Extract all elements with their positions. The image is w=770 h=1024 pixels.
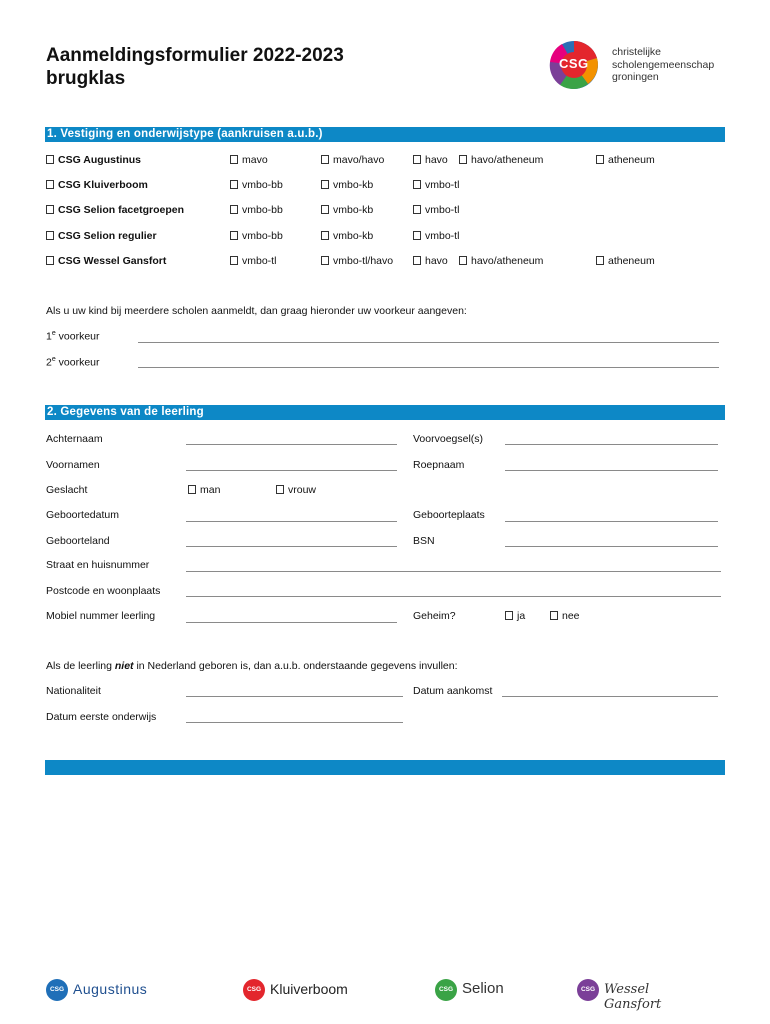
school-selion-regulier[interactable]: CSG Selion regulier: [46, 230, 157, 242]
csg-logo-badge: CSG: [559, 56, 589, 71]
section3-bar: [45, 760, 725, 775]
mobiel-label: Mobiel nummer leerling: [46, 610, 156, 622]
voornamen-label: Voornamen: [46, 459, 100, 471]
checkbox-icon[interactable]: [413, 205, 421, 214]
csg-logo-text: [612, 46, 714, 84]
checkbox-icon[interactable]: [413, 180, 421, 189]
checkbox-icon[interactable]: [46, 205, 54, 214]
checkbox-icon[interactable]: [321, 155, 329, 164]
checkbox-icon[interactable]: [230, 231, 238, 240]
geheim-ja[interactable]: ja: [505, 610, 525, 622]
option-checkbox[interactable]: vmbo-tl/havo: [321, 255, 393, 267]
section2-heading: 2. Gegevens van de leerling: [45, 405, 725, 420]
nationaliteit-field[interactable]: [186, 696, 403, 697]
checkbox-icon[interactable]: [413, 155, 421, 164]
geslacht-man[interactable]: man: [188, 484, 220, 496]
option-checkbox[interactable]: vmbo-tl: [413, 204, 459, 216]
abroad-note: Als de leerling niet in Nederland geboren is, dan a.u.b. onderstaande gegevens invullen:: [46, 660, 458, 672]
title-line1: Aanmeldingsformulier 2022-2023: [46, 45, 344, 66]
option-checkbox[interactable]: vmbo-kb: [321, 204, 373, 216]
checkbox-icon[interactable]: [321, 256, 329, 265]
straat-field[interactable]: [186, 571, 721, 572]
geboortedatum-label: Geboortedatum: [46, 509, 119, 521]
postcode-label: Postcode en woonplaats: [46, 585, 161, 597]
checkbox-icon[interactable]: [46, 256, 54, 265]
geheim-nee[interactable]: nee: [550, 610, 580, 622]
option-checkbox[interactable]: havo: [413, 255, 448, 267]
option-checkbox[interactable]: vmbo-bb: [230, 204, 283, 216]
option-checkbox[interactable]: mavo: [230, 154, 268, 166]
footer-wessel-text: Wessel Gansfort: [604, 982, 662, 1012]
checkbox-icon[interactable]: [46, 155, 54, 164]
mobiel-field[interactable]: [186, 622, 397, 623]
section1-heading: 1. Vestiging en onderwijstype (aankruisen a.u.b.): [45, 127, 725, 142]
datum-aankomst-label: Datum aankomst: [413, 685, 493, 697]
voorvoegsel-label: Voorvoegsel(s): [413, 433, 484, 445]
title-line2: brugklas: [46, 68, 126, 89]
checkbox-icon[interactable]: [188, 485, 196, 494]
csg-badge-icon: CSG: [577, 979, 599, 1001]
checkbox-icon[interactable]: [596, 256, 604, 265]
option-checkbox[interactable]: vmbo-tl: [413, 230, 459, 242]
roepnaam-field[interactable]: [505, 470, 718, 471]
school-selion-facet[interactable]: CSG Selion facetgroepen: [46, 204, 184, 216]
option-checkbox[interactable]: vmbo-bb: [230, 179, 283, 191]
datum-onderwijs-field[interactable]: [186, 722, 403, 723]
checkbox-icon[interactable]: [46, 231, 54, 240]
checkbox-icon[interactable]: [321, 205, 329, 214]
pref1-field[interactable]: [138, 342, 719, 343]
csg-badge-icon: CSG: [435, 979, 457, 1001]
geslacht-label: Geslacht: [46, 484, 88, 496]
option-checkbox[interactable]: havo: [413, 154, 448, 166]
bsn-label: BSN: [413, 535, 435, 547]
csg-badge-icon: CSG: [46, 979, 68, 1001]
checkbox-icon[interactable]: [230, 155, 238, 164]
preference-note: Als u uw kind bij meerdere scholen aanmeldt, dan graag hieronder uw voorkeur aangeven:: [46, 305, 467, 317]
datum-onderwijs-label: Datum eerste onderwijs: [46, 711, 157, 723]
checkbox-icon[interactable]: [459, 256, 467, 265]
pref2-label: 2e voorkeur: [46, 356, 100, 369]
achternaam-field[interactable]: [186, 444, 397, 445]
voorvoegsel-field[interactable]: [505, 444, 718, 445]
geboorteland-field[interactable]: [186, 546, 397, 547]
csg-badge-icon: CSG: [243, 979, 265, 1001]
checkbox-icon[interactable]: [413, 231, 421, 240]
roepnaam-label: Roepnaam: [413, 459, 465, 471]
school-augustinus[interactable]: CSG Augustinus: [46, 154, 141, 166]
checkbox-icon[interactable]: [413, 256, 421, 265]
bsn-field[interactable]: [505, 546, 718, 547]
checkbox-icon[interactable]: [321, 231, 329, 240]
nationaliteit-label: Nationaliteit: [46, 685, 101, 697]
checkbox-icon[interactable]: [230, 205, 238, 214]
option-checkbox[interactable]: vmbo-tl: [413, 179, 459, 191]
page-title: [46, 44, 344, 90]
option-checkbox[interactable]: vmbo-tl: [230, 255, 276, 267]
checkbox-icon[interactable]: [230, 256, 238, 265]
postcode-field[interactable]: [186, 596, 721, 597]
geboortedatum-field[interactable]: [186, 521, 397, 522]
footer-kluiverboom-text: Kluiverboom: [270, 981, 348, 997]
logo-text-line2: scholengemeenschap: [612, 58, 715, 71]
csg-logo: [548, 40, 600, 90]
datum-aankomst-field[interactable]: [502, 696, 718, 697]
school-kluiverboom[interactable]: CSG Kluiverboom: [46, 179, 148, 191]
checkbox-icon[interactable]: [230, 180, 238, 189]
option-checkbox[interactable]: vmbo-bb: [230, 230, 283, 242]
checkbox-icon[interactable]: [596, 155, 604, 164]
geboorteplaats-label: Geboorteplaats: [413, 509, 485, 521]
checkbox-icon[interactable]: [550, 611, 558, 620]
option-checkbox[interactable]: havo/atheneum: [459, 154, 543, 166]
option-checkbox[interactable]: atheneum: [596, 154, 655, 166]
footer-selion-text: Selion: [462, 980, 504, 997]
geheim-label: Geheim?: [413, 610, 456, 622]
checkbox-icon[interactable]: [46, 180, 54, 189]
option-checkbox[interactable]: atheneum: [596, 255, 655, 267]
pref1-label: 1e voorkeur: [46, 330, 100, 343]
checkbox-icon[interactable]: [276, 485, 284, 494]
logo-text-line1: christelijke: [612, 46, 662, 58]
checkbox-icon[interactable]: [505, 611, 513, 620]
option-checkbox[interactable]: havo/atheneum: [459, 255, 543, 267]
school-wessel-gansfort[interactable]: CSG Wessel Gansfort: [46, 255, 166, 267]
achternaam-label: Achternaam: [46, 433, 103, 445]
voornamen-field[interactable]: [186, 470, 397, 471]
footer-augustinus-text: Augustinus: [73, 981, 148, 997]
straat-label: Straat en huisnummer: [46, 559, 150, 571]
logo-text-line3: groningen: [612, 71, 659, 83]
geslacht-vrouw[interactable]: vrouw: [276, 484, 316, 496]
checkbox-icon[interactable]: [459, 155, 467, 164]
geboorteplaats-field[interactable]: [505, 521, 718, 522]
geboorteland-label: Geboorteland: [46, 535, 110, 547]
option-checkbox[interactable]: mavo/havo: [321, 154, 384, 166]
checkbox-icon[interactable]: [321, 180, 329, 189]
option-checkbox[interactable]: vmbo-kb: [321, 230, 373, 242]
option-checkbox[interactable]: vmbo-kb: [321, 179, 373, 191]
pref2-field[interactable]: [138, 367, 719, 368]
